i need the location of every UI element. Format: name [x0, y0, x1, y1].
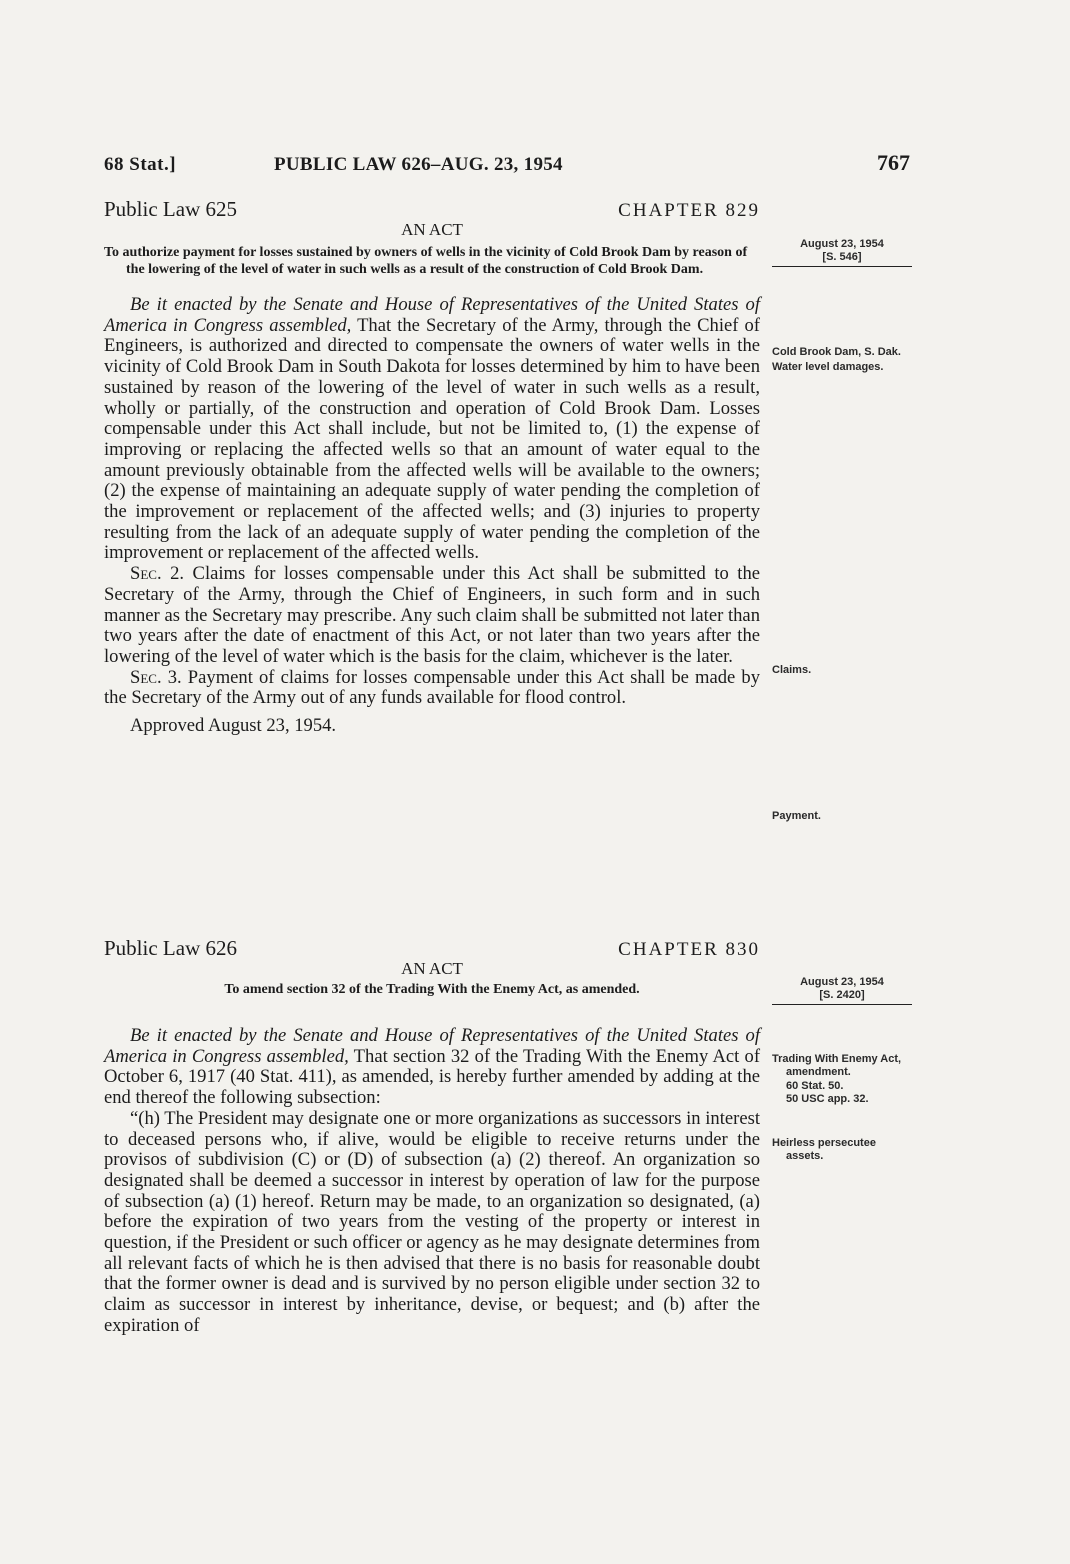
margin-usc-ref: 50 USC app. 32.: [786, 1093, 869, 1105]
act-625-title: To authorize payment for losses sustained by owners of wells in the vicinity of Cold Brook Dam by reason of the lowering of the level of water in such wells as a result of the construction of Cold Brook Dam.: [104, 245, 748, 277]
date-note-626: August 23, 1954: [800, 976, 884, 988]
section-2-text: Claims for losses compensable under this Act shall be submitted to the Secretary of the Army, through the Chief of Engineers, in such form and in such manner as the Secretary may prescribe. Any such claim shall be submitted not later than two years after the date of enactment of this Act, or not later than two years after the lowering of the level of water which is the basis for the claim, whichever is the later.: [104, 563, 760, 667]
margin-trading-with-enemy: Trading With Enemy Act, amendment.: [772, 1053, 902, 1078]
margin-stat-ref: 60 Stat. 50.: [786, 1080, 844, 1092]
margin-date-625: [772, 238, 912, 267]
act-626-title: To amend section 32 of the Trading With the Enemy Act, as amended.: [224, 982, 640, 997]
an-act-625: AN ACT: [401, 220, 463, 239]
margin-payment: Payment.: [772, 810, 821, 822]
law-title-header: PUBLIC LAW 626–AUG. 23, 1954: [274, 154, 563, 175]
bill-note-626: [S. 2420]: [819, 989, 865, 1001]
margin-heirless: [772, 1137, 912, 1163]
margin-notes-trading: [772, 1053, 912, 1106]
law-626-section-1: [104, 1026, 760, 1109]
section-1-text-626: That section 32 of the Trading With the Enemy Act of October 6, 1917 (40 Stat. 411), as amended, is hereby further amended by adding at the end thereof the following subsection:: [104, 1045, 761, 1109]
sec-3-label: Sec. 3.: [130, 666, 182, 688]
page-number: 767: [877, 150, 910, 175]
law-625-label: Public Law 625: [104, 197, 237, 221]
margin-notes-dam: [772, 346, 912, 374]
running-header: [104, 150, 910, 176]
section-3-text: Payment of claims for losses compensable under this Act shall be made by the Secretary of the Army out of any funds available for flood control.: [104, 666, 760, 709]
margin-heirless-assets: Heirless persecutee assets.: [772, 1137, 876, 1162]
enacting-clause-625: Be it enacted by the Senate and House of Representatives of the United States of America in Congress assembled,: [104, 294, 760, 336]
sec-2-label: Sec. 2.: [130, 563, 185, 585]
margin-water-level: Water level damages.: [772, 361, 884, 373]
law-625-section-3: [104, 668, 760, 709]
law-626-heading: [104, 936, 760, 961]
chapter-830: CHAPTER 830: [618, 939, 760, 960]
enacting-clause-626: Be it enacted by the Senate and House of Representatives of the United States of America in Congress assembled,: [104, 1025, 760, 1067]
date-note-625: August 23, 1954: [800, 238, 884, 250]
law-625-heading: [104, 197, 760, 222]
law-626-label: Public Law 626: [104, 936, 237, 960]
bill-note-625: [S. 546]: [822, 251, 862, 263]
chapter-829: CHAPTER 829: [618, 200, 760, 221]
margin-cold-brook-dam: Cold Brook Dam, S. Dak.: [772, 346, 901, 358]
public-law-625: [104, 197, 760, 737]
law-625-section-2: [104, 564, 760, 668]
public-law-626: [104, 936, 760, 1337]
section-1-text-625: That the Secretary of the Army, through the Chief of Engineers, is authorized and directed to compensate the owners of water wells in the vicinity of Cold Brook Dam in South Dakota for losses determined by him to have been sustained by reason of the lowering of the level of water in such wells as a result, wholly or partially, of the construction and operation of Cold Brook Dam. Losses compensable under this Act shall include, but not be limited to, (1) the expense of improving or replacing the affected wells so that an amount of water equal to the amount previously obtainable from the affected wells will be available to the owners; (2) the expense of maintaining an adequate supply of water pending the completion of the improvement or replacement of the affected wells; and (3) injuries to property resulting from the lack of an adequate supply of water pending the completion of the improvement or replacement of the affected wells.: [104, 314, 760, 564]
law-625-section-1: [104, 295, 760, 564]
statute-reference: 68 Stat.]: [104, 154, 177, 175]
margin-claims: Claims.: [772, 664, 812, 676]
margin-date-626: [772, 976, 912, 1005]
approved-line: Approved August 23, 1954.: [130, 715, 337, 737]
an-act-626: AN ACT: [401, 959, 463, 978]
subsection-h: “(h) The President may designate one or more organizations as successors in interest to deceased persons who, if alive, would be eligible to receive returns under the provisos of subdivision (C) or (D) of subsection (a) (2) thereof. An organization so designated shall be deemed a successor in interest by operation of law for the purpose of subsection (a) (1) hereof. Return may be made, to an organization so designated, (a) before the expiration of two years from the vesting of the property or interest in question, if the President or such officer or agency as he may designate determines from all relevant facts of which he is then advised that there is no basis for reasonable doubt that the former owner is dead and is survived by no person eligible under section 32 to claim as successor in interest by inheritance, devise, or bequest; and (b) after the expiration of: [104, 1107, 760, 1336]
